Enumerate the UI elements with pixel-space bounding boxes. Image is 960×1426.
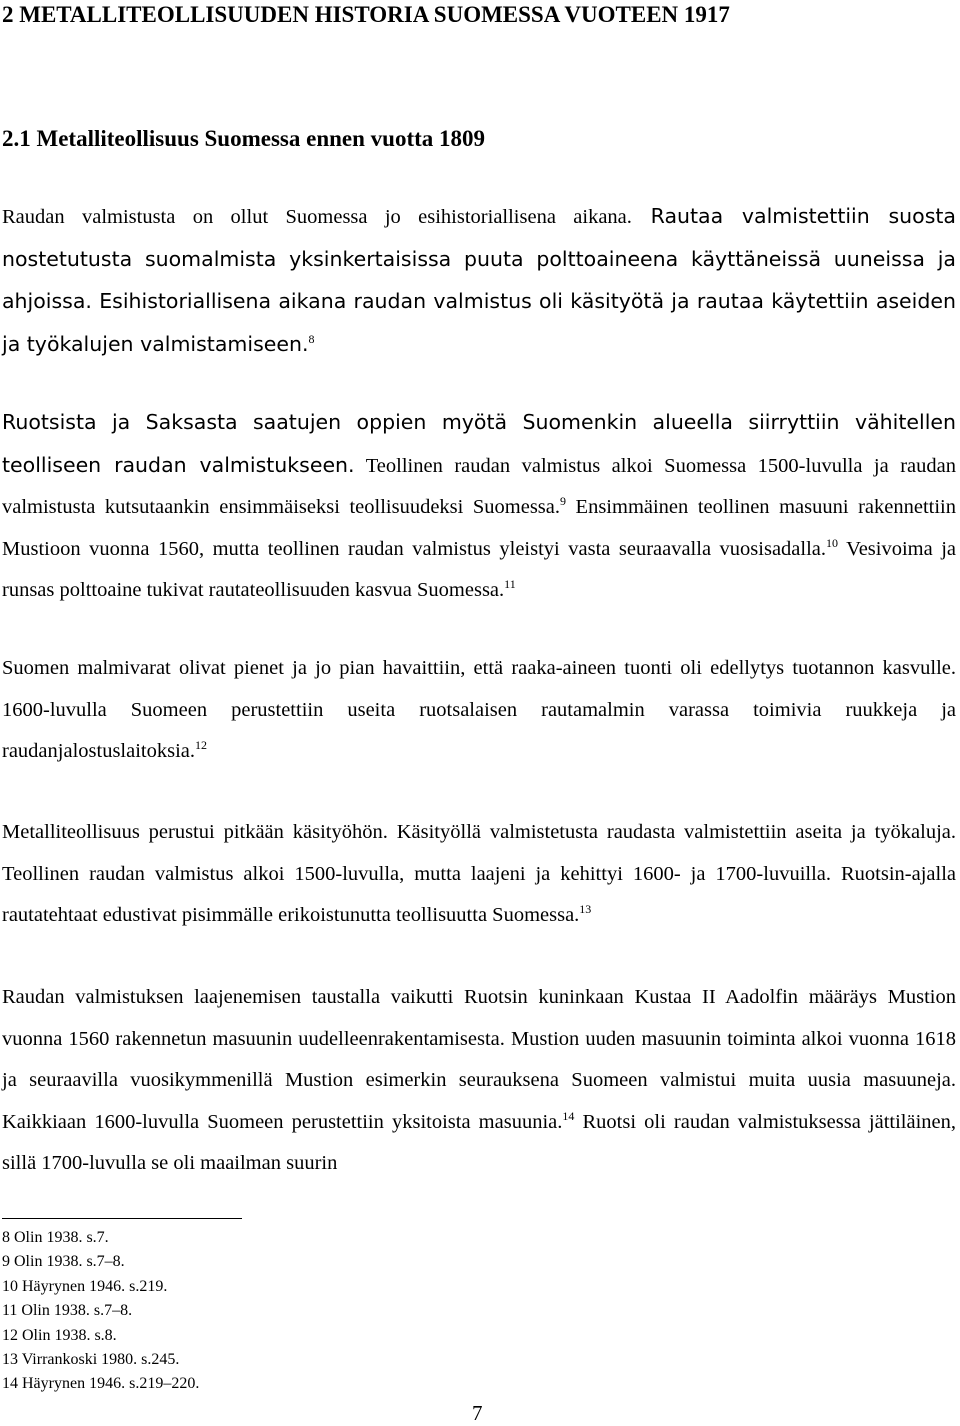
footnote-14: 14 Häyrynen 1946. s.219–220. <box>2 1375 200 1393</box>
footnote-ref-13: 13 <box>579 902 592 917</box>
footnote-12: 12 Olin 1938. s.8. <box>2 1326 117 1344</box>
footnote-ref-12: 12 <box>195 738 207 753</box>
paragraph-2-text-b: Teollinen raudan valmistus alkoi Suomessa 1500-luvulla ja raudan valmistusta kutsutaankin ensimmäiseksi teollisuudeksi Suomessa. <box>2 454 956 518</box>
paragraph-5 <box>2 977 956 1185</box>
footnote-8: 8 Olin 1938. s.7. <box>2 1229 109 1246</box>
paragraph-5-text-b: Ruotsi oli raudan valmistuksessa jättiläinen, sillä 1700-luvulla se oli maailman suurin <box>2 1110 957 1174</box>
footnote-9: 9 Olin 1938. s.7–8. <box>2 1253 125 1271</box>
chapter-heading: 2 METALLITEOLLISUUDEN HISTORIA SUOMESSA VUOTEEN 1917 <box>2 2 730 27</box>
footnote-separator <box>2 1218 242 1219</box>
paragraph-3-text-a: Suomen malmivarat olivat pienet ja jo pian havaittiin, että raaka-aineen tuonti oli edellytys tuotannon kasvulle. <box>2 657 956 679</box>
paragraph-4-text-a: Metalliteollisuus perustui pitkään käsityöhön. Käsityöllä valmistetusta raudasta valmistettiin aseita ja työkaluja. Teollinen raudan valmistus alkoi 1500-luvulla, mutta laajeni ja kehittyi 1600- ja 1700-luvuilla. Ruotsin-ajalla rautatehtaat edustivat pisimmälle erikoistunutta teollisuutta Suomessa. <box>2 821 956 926</box>
paragraph-5-text-a: Raudan valmistuksen laajenemisen taustalla vaikutti Ruotsin kuninkaan Kustaa II Aadolfin määräys Mustion vuonna 1560 rakennetun masuunin uudelleenrakentamisesta. Mustion uuden masuunin toiminta alkoi vuonna 1618 ja seuraavilla vuosikymmenillä Mustion esimerkin seurauksena Suomeen valmistui muita uusia masuuneja. Kaikkiaan 1600-luvulla Suomeen perustettiin yksitoista masuunia. <box>2 986 956 1133</box>
footnote-ref-10: 10 <box>826 535 839 550</box>
paragraph-2-text-c: Ensimmäinen teollinen masuuni rakennettiin Mustioon vuonna 1560, mutta teollinen raudan valmistus yleistyi vasta seuraavalla vuosisadalla. <box>2 496 956 560</box>
paragraph-2 <box>2 402 956 612</box>
footnote-11: 11 Olin 1938. s.7–8. <box>2 1302 133 1320</box>
footnote-13: 13 Virrankoski 1980. s.245. <box>2 1351 180 1369</box>
section-heading: 2.1 Metalliteollisuus Suomessa ennen vuotta 1809 <box>2 126 486 151</box>
paragraph-3 <box>2 648 956 773</box>
footnote-ref-9: 9 <box>560 494 567 509</box>
paragraph-1 <box>2 196 956 366</box>
paragraph-3-text-b: 1600-luvulla Suomeen perustettiin useita ruotsalaisen rautamalmin varassa toimivia ruukkeja ja raudanjalostuslaitoksia. <box>2 698 956 762</box>
paragraph-1-text-b: Rautaa valmistettiin suosta nostetutusta suomalmista yksinkertaisissa puuta polttoaineena käyttäneissä uuneissa ja ahjoissa. Esihistoriallisena aikana raudan valmistus oli käsityötä ja rautaa käytettiin aseiden ja työkalujen valmistamiseen. <box>2 204 956 356</box>
paragraph-2-text-a: Ruotsista ja Saksasta saatujen oppien myötä Suomenkin alueella siirryttiin vähitellen teolliseen raudan valmistukseen. <box>2 410 956 477</box>
footnotes <box>2 1226 199 1397</box>
footnote-ref-11: 11 <box>504 577 516 592</box>
paragraph-1-text-a: Raudan valmistusta on ollut Suomessa jo esihistoriallisena aikana. <box>2 206 632 228</box>
page-number: 7 <box>472 1401 483 1425</box>
footnote-ref-14: 14 <box>562 1108 575 1123</box>
paragraph-2-text-d: Vesivoima ja runsas polttoaine tukivat rautateollisuuden kasvua Suomessa. <box>2 537 957 601</box>
footnote-10: 10 Häyrynen 1946. s.219. <box>2 1277 168 1295</box>
footnote-ref-8: 8 <box>308 331 315 346</box>
paragraph-4 <box>2 812 956 937</box>
